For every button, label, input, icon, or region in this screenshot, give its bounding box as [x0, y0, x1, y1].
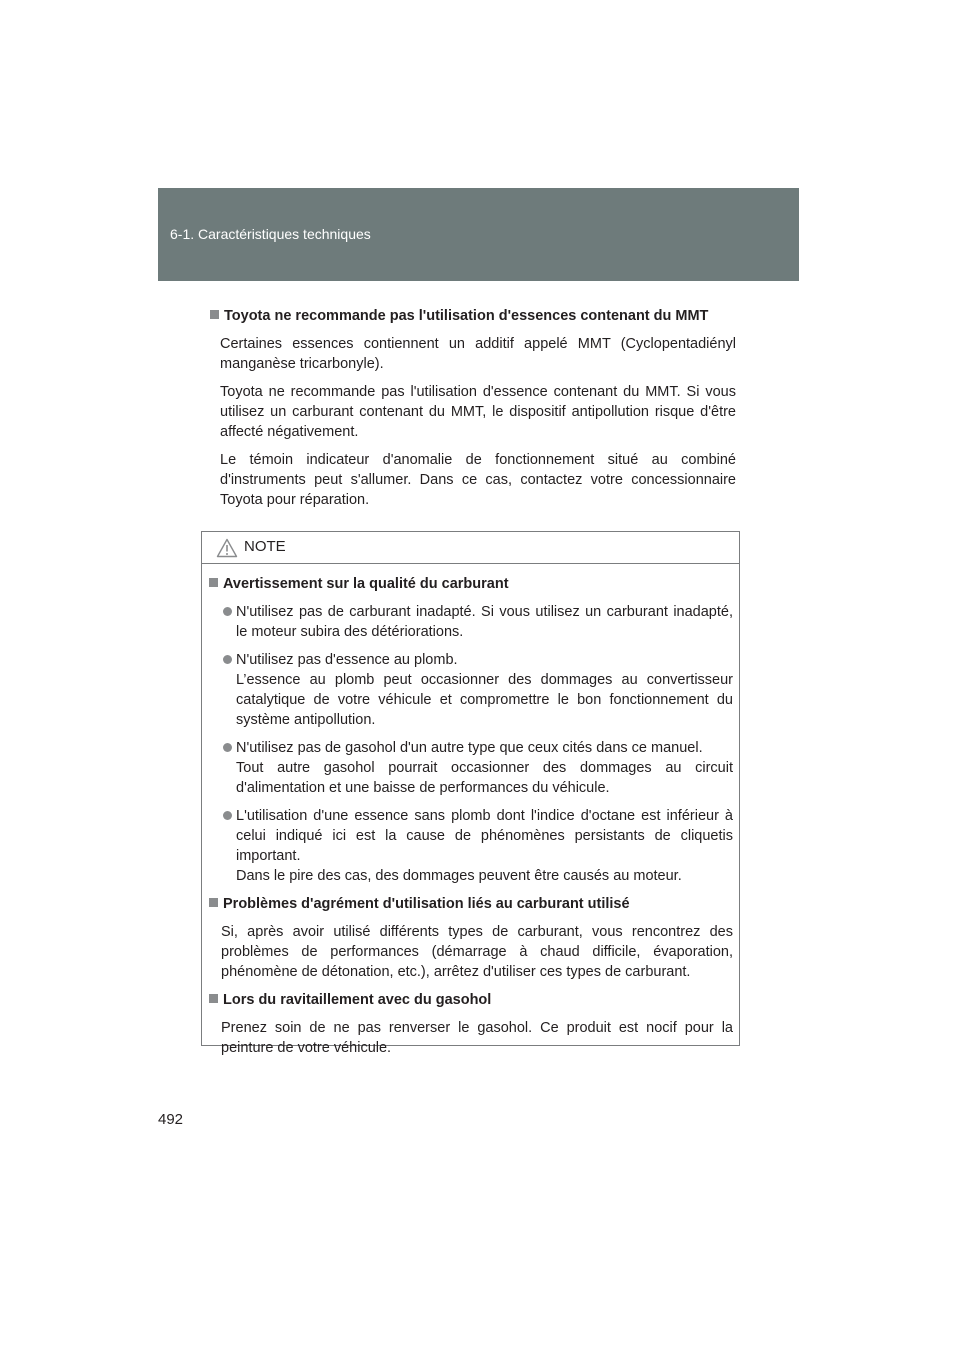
list-item-text	[236, 738, 733, 798]
mmt-heading-text: Toyota ne recommande pas l'utilisation d'essences contenant du MMT	[224, 308, 709, 324]
list-item-line: L'utilisation d'une essence sans plomb dont l'indice d'octane est inférieur à celui indiqué ici est la cause de phénomènes persistants de cliquetis important.	[236, 808, 733, 864]
fuel-quality-heading-text: Avertissement sur la qualité du carburant	[223, 576, 509, 592]
warning-triangle-icon	[216, 538, 238, 558]
gasohol-heading-text: Lors du ravitaillement avec du gasohol	[223, 992, 492, 1008]
list-item-text	[236, 806, 733, 886]
fuel-quality-heading	[209, 574, 733, 594]
list-item	[223, 602, 733, 642]
list-item-line: N'utilisez pas de carburant inadapté. Si vous utilisez un carburant inadapté, le moteur subira des détériorations.	[236, 604, 733, 640]
gasohol-heading	[209, 990, 733, 1010]
page-number: 492	[158, 1111, 184, 1128]
list-item-line: N'utilisez pas d'essence au plomb.	[236, 652, 458, 668]
list-item	[223, 806, 733, 886]
mmt-heading	[210, 306, 736, 326]
driveability-heading-text: Problèmes d'agrément d'utilisation liés au carburant utilisé	[223, 896, 630, 912]
list-item	[223, 738, 733, 798]
list-item-line: L’essence au plomb peut occasionner des dommages au convertisseur catalytique de votre véhicule et compromettre le bon fonctionnement du système antipollution.	[236, 672, 733, 728]
driveability-heading	[209, 894, 733, 914]
round-bullet-icon	[223, 655, 232, 664]
section-title: 6-1. Caractéristiques techniques	[170, 226, 371, 242]
mmt-paragraph: Toyota ne recommande pas l'utilisation d'essence contenant du MMT. Si vous utilisez un carburant contenant du MMT, le dispositif antipollution risque d'être affecté négativement.	[220, 384, 736, 440]
square-bullet-icon	[209, 994, 218, 1003]
list-item-line: Tout autre gasohol pourrait occasionner des dommages au circuit d'alimentation et une baisse de performances du véhicule.	[236, 760, 733, 796]
list-item-text	[236, 650, 733, 730]
mmt-paragraph: Le témoin indicateur d'anomalie de fonctionnement situé au combiné d'instruments peut s'allumer. Dans ce cas, contactez votre concessionnaire Toyota pour réparation.	[220, 452, 736, 508]
square-bullet-icon	[210, 310, 219, 319]
note-title: NOTE	[244, 538, 286, 555]
note-box	[201, 531, 740, 1056]
list-item	[223, 650, 733, 730]
round-bullet-icon	[223, 607, 232, 616]
driveability-text: Si, après avoir utilisé différents types de carburant, vous rencontrez des problèmes de performances (démarrage à chaud difficile, évaporation, phénomène de détonation, etc.), arrêtez d'utiliser ces types de carburant.	[221, 924, 733, 980]
list-item-line: N'utilisez pas de gasohol d'un autre type que ceux cités dans ce manuel.	[236, 740, 703, 756]
list-item-line: Dans le pire des cas, des dommages peuvent être causés au moteur.	[236, 868, 682, 884]
note-header	[202, 532, 739, 564]
mmt-section	[210, 306, 736, 510]
square-bullet-icon	[209, 578, 218, 587]
round-bullet-icon	[223, 743, 232, 752]
header-band	[158, 188, 799, 281]
square-bullet-icon	[209, 898, 218, 907]
round-bullet-icon	[223, 811, 232, 820]
note-body	[202, 564, 739, 1058]
gasohol-text: Prenez soin de ne pas renverser le gasohol. Ce produit est nocif pour la peinture de votre véhicule.	[221, 1020, 733, 1056]
mmt-paragraph: Certaines essences contiennent un additif appelé MMT (Cyclopentadiényl manganèse tricarbonyle).	[220, 336, 736, 372]
list-item-text	[236, 602, 733, 642]
